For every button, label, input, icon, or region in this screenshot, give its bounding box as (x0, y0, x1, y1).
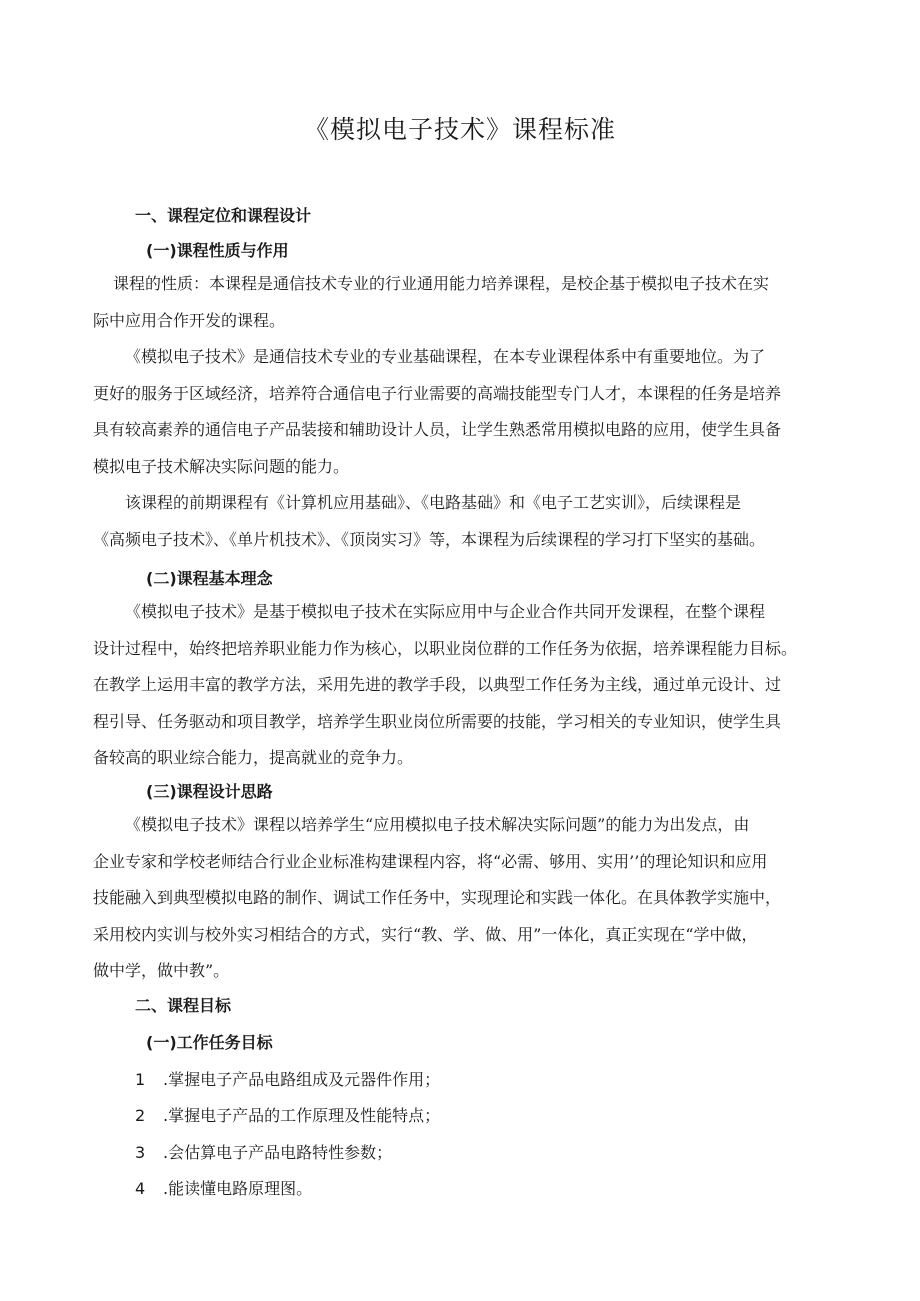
paragraph-course-role (93, 339, 838, 485)
list-item-number: 4 (135, 1179, 146, 1198)
paragraph-line: 该课程的前期课程有《计算机应用基础》、《电路基础》和《电子工艺实训》，后续课程是 (125, 493, 742, 512)
paragraph-line: 做中学，做中教”。 (93, 961, 230, 980)
paragraph-line: 更好的服务于区域经济，培养符合通信电子行业需要的高端技能型专门人才，本课程的任务是培养 (93, 383, 782, 403)
paragraph-line: 技能融入到典型模拟电路的制作、调试工作任务中，实现理论和实践一体化。在具体教学实施中， (93, 888, 782, 907)
paragraph-line: 《模拟电子技术》是基于模拟电子技术在实际应用中与企业合作共同开发课程，在整个课程 (125, 602, 766, 621)
paragraph-line: 程引导、任务驱动和项目教学，培养学生职业岗位所需要的技能，学习相关的专业知识，使学生具 (93, 711, 782, 731)
list-item-number: 3 (135, 1143, 146, 1162)
list-item-text: .掌握电子产品电路组成及元器件作用； (163, 1070, 441, 1089)
list-item (135, 1176, 312, 1199)
paragraph-design (93, 807, 838, 990)
document-title: 《模拟电子技术》课程标准 (303, 115, 616, 144)
paragraph-line: 备较高的职业综合能力，提高就业的竞争力。 (93, 748, 414, 767)
paragraph-line: 企业专家和学校老师结合行业企业标准构建课程内容，将“必需、够用、实用’’的理论知识和应用 (93, 851, 768, 871)
paragraph-line: 课程的性质：本课程是通信技术专业的行业通用能力培养课程，是校企基于模拟电子技术在实 (113, 274, 770, 293)
subsection-heading-philosophy: (二)课程基本理念 (146, 569, 273, 588)
paragraph-line: 际中应用合作开发的课程。 (93, 310, 286, 330)
list-item-number: 1 (135, 1070, 146, 1089)
list-item-number: 2 (135, 1106, 146, 1125)
paragraph-line: 《高频电子技术》、《单片机技术》、《顶岗实习》等，本课程为后续课程的学习打下坚实的基础。 (93, 529, 766, 549)
paragraph-line: 设计过程中，始终把培养职业能力作为核心，以职业岗位群的工作任务为依据，培养课程能力目标。 (93, 638, 798, 658)
paragraph-line: 采用校内实训与校外实习相结合的方式，实行“教、学、做、用”一体化，真正实现在“学中做， (93, 924, 758, 944)
paragraph-prerequisites (93, 485, 838, 558)
list-item-text: .掌握电子产品的工作原理及性能特点； (163, 1106, 441, 1125)
list-item-text: .能读懂电路原理图。 (163, 1179, 313, 1198)
paragraph-line: 《模拟电子技术》是通信技术专业的专业基础课程，在本专业课程体系中有重要地位。为了 (125, 347, 766, 366)
section-heading-objectives: 二、课程目标 (135, 996, 232, 1015)
paragraph-line: 模拟电子技术解决实际问题的能力。 (93, 456, 350, 476)
paragraph-philosophy (93, 594, 838, 777)
paragraph-course-nature (93, 266, 838, 339)
subsection-heading-design: (三)课程设计思路 (146, 782, 273, 801)
section-heading-course-positioning: 一、课程定位和课程设计 (135, 206, 312, 225)
paragraph-line: 具有较高素养的通信电子产品装接和辅助设计人员，让学生熟悉常用模拟电路的应用，使学生具备 (93, 420, 782, 439)
paragraph-line: 《模拟电子技术》课程以培养学生“应用模拟电子技术解决实际问题”的能力为出发点，由 (125, 815, 750, 834)
list-item (135, 1103, 440, 1126)
paragraph-line: 在教学上运用丰富的教学方法，采用先进的教学手段，以典型工作任务为主线，通过单元设计、过 (93, 675, 782, 694)
subsection-heading-task-goals: (一)工作任务目标 (146, 1033, 273, 1052)
list-item-text: .会估算电子产品电路特性参数； (163, 1143, 393, 1162)
list-item (135, 1067, 440, 1090)
subsection-heading-nature: (一)课程性质与作用 (146, 241, 289, 260)
list-item (135, 1140, 392, 1163)
